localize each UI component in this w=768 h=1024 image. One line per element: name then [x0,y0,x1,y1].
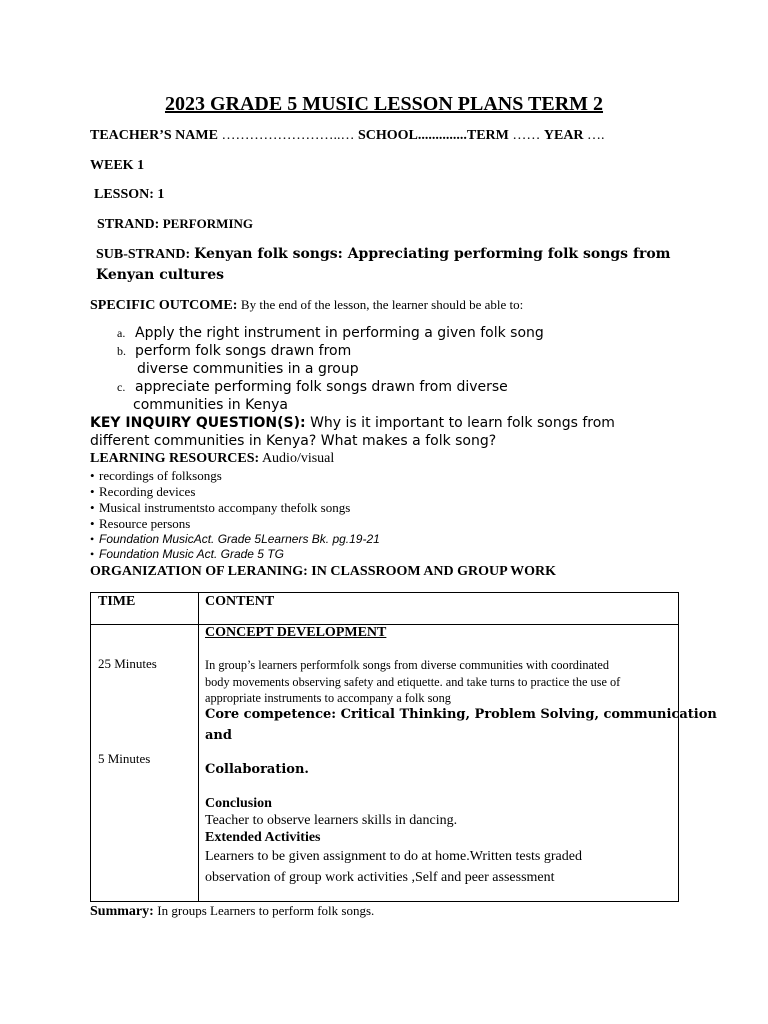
sub-strand-value: Kenyan folk songs: Appreciating performing folk songs from [194,246,671,262]
conclusion-heading: Conclusion [205,796,272,811]
outcome-text: Apply the right instrument in performing a given folk song [135,325,544,341]
sub-strand-label: SUB-STRAND: [96,247,191,262]
school-label: SCHOOL [357,128,418,143]
key-inquiry-text: Why is it important to learn folk songs from [310,415,615,431]
strand [97,216,253,233]
time-value: 5 Minutes [98,751,151,766]
outcome-marker: a. [117,326,126,340]
resource-item: • Resource persons [90,516,191,531]
extended-text: Learners to be given assignment to do at home.Written tests graded [205,849,582,864]
outcome-text: appreciate performing folk songs drawn from diverse [135,379,508,395]
resource-item: • Recording devices [90,484,196,499]
organization-label: ORGANIZATION OF LERANING: IN CLASSROOM AND GROUP WORK [90,564,557,579]
week-label: WEEK 1 [90,158,145,173]
summary-label: Summary: [90,904,154,919]
content-cell [199,625,717,902]
resource-item: • Musical instrumentsto accompany thefolk songs [90,500,351,515]
learning-resources-label: LEARNING RESOURCES: [90,451,260,466]
strand-label: STRAND: [97,217,160,232]
sub-strand-value-line2: Kenyan cultures [96,267,225,283]
school-dots: .............. [417,128,467,143]
table-header-row [91,593,679,625]
table-row [91,625,679,902]
lesson-label: LESSON: 1 [94,187,165,202]
outcome-item-a [117,325,544,341]
outcome-text: perform folk songs drawn from [135,343,352,359]
extended-text-line2: observation of group work activities ,Self and peer assessment [205,870,555,885]
outcome-marker: b. [117,344,126,358]
year-dots: …. [583,128,605,143]
specific-outcome-intro: By the end of the lesson, the learner should be able to: [240,297,524,312]
year-label: YEAR [543,128,584,143]
core-competence-line3: Collaboration. [205,762,309,777]
content-header-cell [199,593,679,625]
term-dots: …… [508,128,544,143]
concept-heading: CONCEPT DEVELOPMENT [205,625,387,640]
learning-resources-value: Audio/visual [261,451,335,466]
learning-resources [90,451,334,467]
summary [90,903,374,920]
specific-outcome [90,297,523,314]
strand-value: PERFORMING [162,216,254,231]
time-header: TIME [98,594,136,609]
summary-text: In groups Learners to perform folk songs. [157,903,375,918]
time-value: 25 Minutes [98,656,157,671]
concept-text: In group’s learners performfolk songs from diverse communities with coordinated body movements observing safety and etiquette. and take turns to practice the use of appropriate instruments to accompany a folk song [205,658,621,705]
sub-strand [96,245,671,263]
header-line [90,128,605,144]
outcome-item-c-line2: communities in Kenya [133,397,288,413]
term-label: TERM [466,128,509,143]
outcome-item-b-line2: diverse communities in a group [137,361,359,377]
teacher-label: TEACHER’S NAME [90,128,218,143]
teacher-dots: ……………………..… [217,128,358,143]
content-header: CONTENT [205,594,275,609]
key-inquiry-label: KEY INQUIRY QUESTION(S): [90,415,306,431]
key-inquiry [90,415,615,431]
conclusion-text: Teacher to observe learners skills in dancing. [205,813,458,828]
key-inquiry-line2: different communities in Kenya? What makes a folk song? [90,433,497,449]
core-competence-line2: and [205,728,232,743]
lesson-table [90,592,717,902]
resource-item: • Foundation Music Act. Grade 5 TG [90,547,284,561]
extended-heading: Extended Activities [205,830,321,845]
outcome-marker: c. [117,380,126,394]
resource-item: • recordings of folksongs [90,468,222,483]
time-header-cell [91,593,199,625]
time-cell [91,625,199,902]
core-competence: Core competence: Critical Thinking, Problem Solving, communication [205,707,717,722]
outcome-item-c [117,379,508,395]
resource-item: • Foundation MusicAct. Grade 5Learners Bk. pg.19-21 [90,532,380,546]
specific-outcome-label: SPECIFIC OUTCOME: [90,298,238,313]
page-title: 2023 GRADE 5 MUSIC LESSON PLANS TERM 2 [164,93,604,115]
outcome-item-b [117,343,351,359]
